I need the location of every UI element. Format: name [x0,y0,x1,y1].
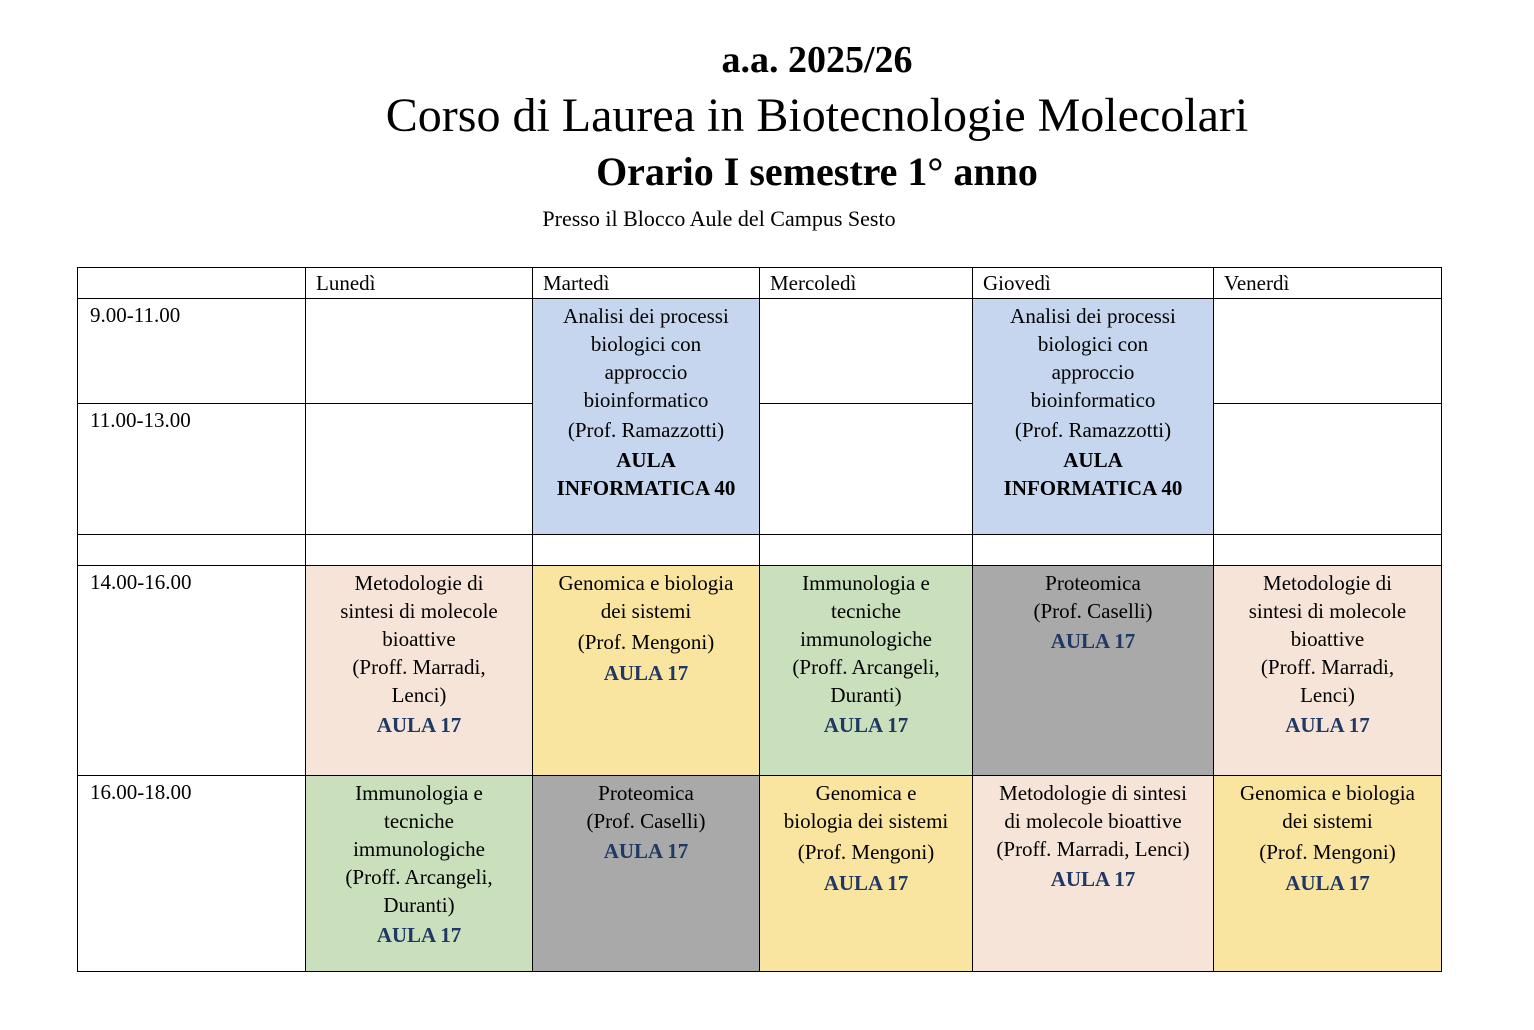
professor-line: (Prof. Ramazzotti) [567,418,725,442]
room-line: AULA [1063,448,1123,472]
course-line: Immunologia e [355,781,483,805]
professor-line: Lenci) [1300,683,1355,707]
professor-line: (Prof. Mengoni) [1259,840,1396,864]
slot-16-friday [1214,776,1442,972]
course-line: sintesi di molecole [1248,599,1407,623]
course-line: Proteomica [1045,571,1141,595]
empty-cell [306,535,533,566]
course-line: dei sistemi [1282,809,1373,833]
slot-morning-tuesday [533,299,760,535]
row-14-16 [78,566,1442,776]
empty-cell [760,299,973,404]
semester-title: Orario I semestre 1° anno [596,149,1038,194]
professor-line: (Proff. Arcangeli, [345,865,493,889]
professor-line: (Proff. Marradi, [1260,655,1395,679]
time-16-18: 16.00-18.00 [78,776,306,972]
empty-cell [533,535,760,566]
empty-cell [760,404,973,535]
location-note: Presso il Blocco Aule del Campus Sesto [542,206,896,231]
room-line: AULA 17 [823,713,909,737]
empty-cell [306,404,533,535]
slot-16-monday [306,776,533,972]
course-line: immunologiche [353,837,485,861]
room-line: AULA 17 [376,923,462,947]
course-line: bioattive [1290,627,1365,651]
time-11-13: 11.00-13.00 [78,404,306,535]
day-header-row [78,268,1442,299]
row-9-11 [78,299,1442,404]
course-line: bioinformatico [583,388,709,412]
course-title: Corso di Laurea in Biotecnologie Molecolari [385,89,1249,142]
course-line: tecniche [384,809,454,833]
day-monday: Lunedì [306,268,533,299]
course-line: approccio [604,360,688,384]
slot-16-tuesday [533,776,760,972]
professor-line: (Proff. Marradi, Lenci) [996,837,1190,861]
room-line: AULA 17 [1050,629,1136,653]
slot-morning-thursday [973,299,1214,535]
course-line: Proteomica [598,781,694,805]
professor-line: (Prof. Caselli) [586,809,706,833]
empty-cell [1214,299,1442,404]
timetable [77,267,1442,972]
professor-line: (Prof. Mengoni) [797,840,935,864]
course-line: bioinformatico [1030,388,1156,412]
room-line: INFORMATICA 40 [556,476,736,500]
course-line: sintesi di molecole [340,599,498,623]
course-line: biologici con [1037,332,1149,356]
room-line: AULA 17 [1285,871,1370,895]
room-line: AULA 17 [1285,713,1370,737]
time-9-11: 9.00-11.00 [78,299,306,404]
slot-16-wednesday [760,776,973,972]
professor-line: Lenci) [391,683,447,707]
course-line: di molecole bioattive [1004,809,1182,833]
slot-14-wednesday [760,566,973,776]
course-line: approccio [1051,360,1135,384]
course-line: dei sistemi [600,599,692,623]
professor-line: (Proff. Marradi, [352,655,486,679]
empty-cell [1214,404,1442,535]
course-line: Analisi dei processi [1010,304,1176,328]
room-line: INFORMATICA 40 [1003,476,1183,500]
day-wednesday: Mercoledì [760,268,973,299]
course-line: Metodologie di [1263,571,1392,595]
professor-line: (Prof. Mengoni) [577,630,715,654]
room-line: AULA [616,448,676,472]
room-line: AULA 17 [823,871,909,895]
empty-cell [760,535,973,566]
row-16-18 [78,776,1442,972]
corner-cell [78,268,306,299]
course-line: biologici con [590,332,702,356]
professor-line: (Proff. Arcangeli, [792,655,940,679]
time-14-16: 14.00-16.00 [78,566,306,776]
day-tuesday: Martedì [533,268,760,299]
room-line: AULA 17 [603,661,689,685]
day-thursday: Giovedì [973,268,1214,299]
course-line: Metodologie di [354,571,484,595]
course-line: bioattive [382,627,456,651]
slot-14-tuesday [533,566,760,776]
course-line: Genomica e biologia [558,571,734,595]
empty-cell [306,299,533,404]
course-line: Genomica e [815,781,917,805]
lunch-gap-row [78,535,1442,566]
course-line: Metodologie di sintesi [999,781,1187,805]
room-line: AULA 17 [376,713,462,737]
slot-14-friday [1214,566,1442,776]
professor-line: (Prof. Ramazzotti) [1014,418,1172,442]
row-11-13 [78,404,1442,535]
empty-cell [1214,535,1442,566]
slot-14-thursday [973,566,1214,776]
course-line: Immunologia e [802,571,930,595]
empty-cell [973,535,1214,566]
course-line: Analisi dei processi [563,304,729,328]
slot-14-monday [306,566,533,776]
slot-16-thursday [973,776,1214,972]
academic-year: a.a. 2025/26 [721,39,913,81]
professor-line: Duranti) [383,893,455,917]
empty-cell [78,535,306,566]
course-line: tecniche [831,599,901,623]
course-line: immunologiche [800,627,932,651]
professor-line: Duranti) [830,683,902,707]
room-line: AULA 17 [1050,867,1136,891]
day-friday: Venerdì [1214,268,1442,299]
course-line: Genomica e biologia [1240,781,1415,805]
professor-line: (Prof. Caselli) [1033,599,1153,623]
room-line: AULA 17 [603,839,689,863]
course-line: biologia dei sistemi [783,809,949,833]
